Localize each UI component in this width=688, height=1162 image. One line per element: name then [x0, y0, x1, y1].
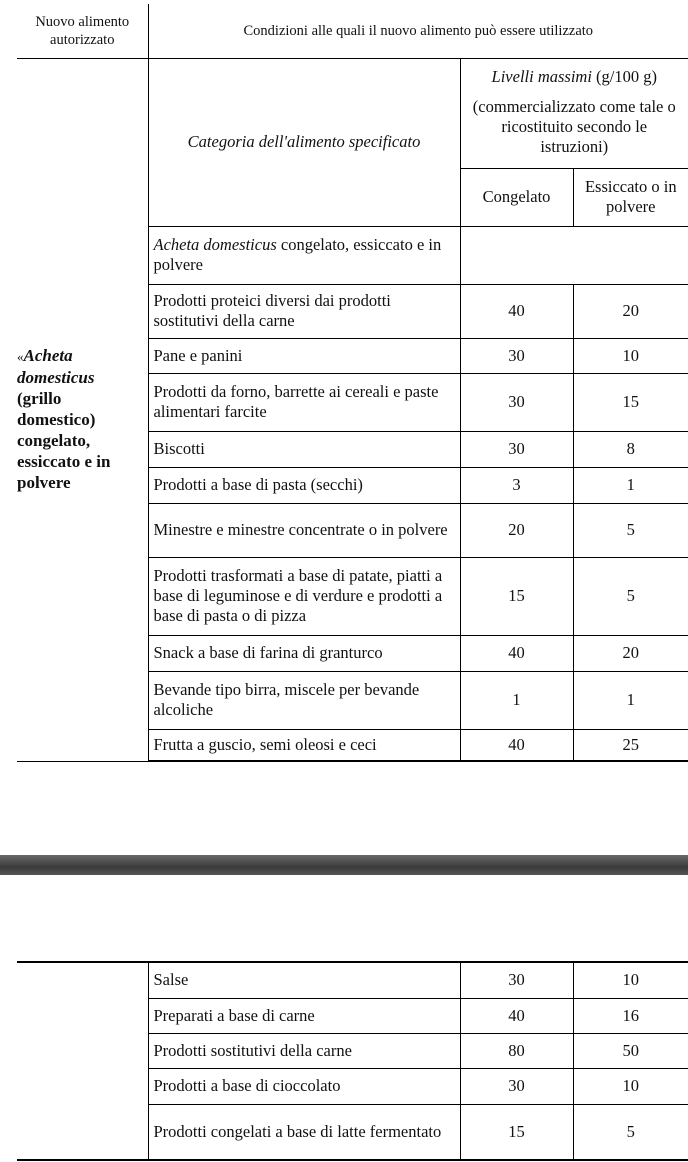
novel-food-empty-cell: [17, 962, 148, 1160]
open-quote: «: [17, 348, 24, 364]
dried-value: 16: [573, 998, 688, 1033]
frozen-value: 20: [460, 503, 573, 557]
frozen-value: 80: [460, 1033, 573, 1068]
dried-value: 5: [573, 557, 688, 635]
header-conditions: Condizioni alle quali il nuovo alimento può essere utilizzato: [148, 4, 688, 58]
category-cell: Prodotti trasformati a base di patate, piatti a base di leguminose e di verdure e prodotti a base di pasta o di pizza: [148, 557, 460, 635]
dried-header: Essiccato o in polvere: [573, 168, 688, 226]
max-levels-note: (commercializzato come tale o ricostituito secondo le istruzioni): [472, 97, 676, 156]
intro-category: [148, 226, 460, 284]
category-cell: Biscotti: [148, 431, 460, 467]
dried-value: 10: [573, 1068, 688, 1104]
dried-value: 20: [573, 284, 688, 338]
frozen-header: Congelato: [460, 168, 573, 226]
subheader-row: [17, 58, 688, 168]
frozen-value: 30: [460, 1068, 573, 1104]
category-cell: Prodotti da forno, barrette ai cereali e paste alimentari farcite: [148, 373, 460, 431]
food-conditions-table: [17, 4, 688, 762]
max-levels-unit: (g/100 g): [596, 67, 657, 86]
food-conditions-table-continued: [17, 961, 688, 1161]
dried-value: 25: [573, 729, 688, 761]
novel-food-name: [17, 58, 148, 761]
category-cell: Bevande tipo birra, miscele per bevande alcoliche: [148, 671, 460, 729]
dried-value: 5: [573, 503, 688, 557]
header-novel-food: Nuovo alimento autorizzato: [17, 4, 148, 58]
category-cell: Snack a base di farina di granturco: [148, 635, 460, 671]
novel-food-description: (grillo domestico) congelato, essiccato e in polvere: [17, 388, 111, 492]
frozen-value: 1: [460, 671, 573, 729]
category-cell: Frutta a guscio, semi oleosi e ceci: [148, 729, 460, 761]
category-cell: Pane e panini: [148, 338, 460, 373]
category-header: Categoria dell'alimento specificato: [148, 58, 460, 226]
frozen-value: 40: [460, 729, 573, 761]
frozen-value: 15: [460, 557, 573, 635]
frozen-value: 30: [460, 373, 573, 431]
category-cell: Prodotti a base di pasta (secchi): [148, 467, 460, 503]
category-cell: Prodotti sostitutivi della carne: [148, 1033, 460, 1068]
dried-value: 1: [573, 671, 688, 729]
dried-value: 1: [573, 467, 688, 503]
dried-value: 10: [573, 962, 688, 998]
table-header-row: [17, 4, 688, 58]
category-cell: Prodotti congelati a base di latte fermentato: [148, 1104, 460, 1160]
page-break-bar: [0, 855, 688, 875]
table-row: [17, 962, 688, 998]
dried-value: 50: [573, 1033, 688, 1068]
category-cell: Salse: [148, 962, 460, 998]
dried-value: 20: [573, 635, 688, 671]
frozen-value: 40: [460, 635, 573, 671]
novel-food-latin-name: Acheta domesticus: [17, 345, 95, 387]
frozen-value: 30: [460, 431, 573, 467]
category-cell: Minestre e minestre concentrate o in polvere: [148, 503, 460, 557]
frozen-value: 3: [460, 467, 573, 503]
intro-rest: congelato, essiccato e in polvere: [153, 235, 442, 274]
frozen-value: 30: [460, 962, 573, 998]
dried-value: 8: [573, 431, 688, 467]
frozen-value: 15: [460, 1104, 573, 1160]
frozen-value: 40: [460, 998, 573, 1033]
max-levels-title: Livelli massimi: [491, 67, 592, 86]
category-cell: Prodotti a base di cioccolato: [148, 1068, 460, 1104]
frozen-value: 40: [460, 284, 573, 338]
dried-value: 10: [573, 338, 688, 373]
max-levels-header: [460, 58, 688, 168]
frozen-value: 30: [460, 338, 573, 373]
dried-value: 15: [573, 373, 688, 431]
category-cell: Prodotti proteici diversi dai prodotti sostitutivi della carne: [148, 284, 460, 338]
intro-latin-name: Acheta domesticus: [153, 235, 277, 254]
category-cell: Preparati a base di carne: [148, 998, 460, 1033]
dried-value: 5: [573, 1104, 688, 1160]
intro-empty-cell: [460, 226, 688, 284]
